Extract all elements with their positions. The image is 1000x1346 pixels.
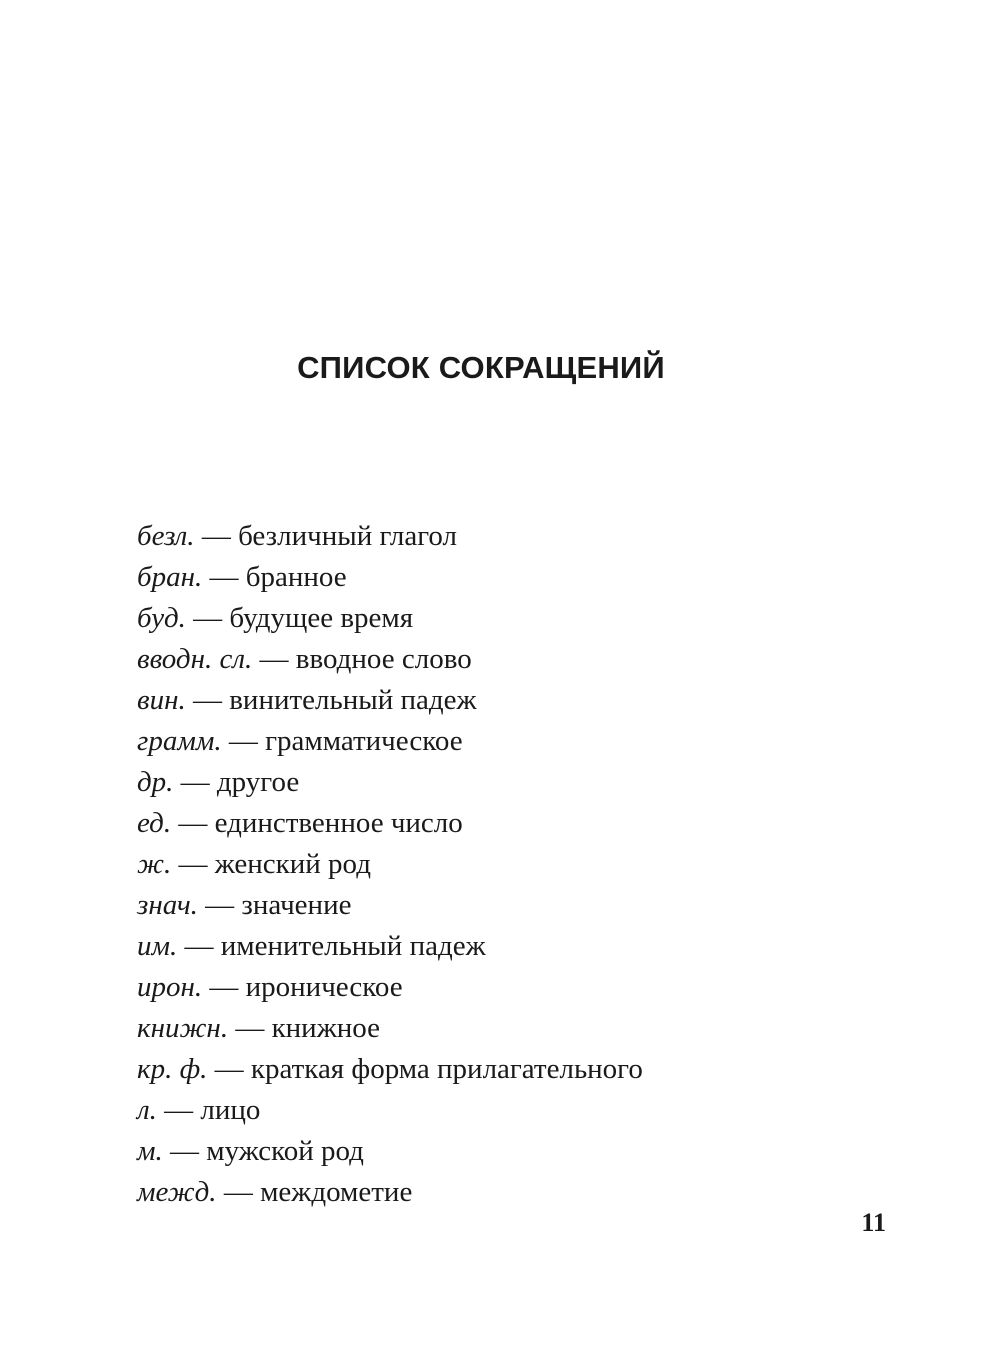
separator: —	[197, 889, 242, 921]
separator: —	[228, 1012, 272, 1044]
separator: —	[252, 643, 296, 675]
list-item	[137, 762, 643, 803]
abbreviation-term: вин.	[137, 684, 186, 716]
list-item	[137, 721, 643, 762]
abbreviation-term: буд.	[137, 602, 186, 634]
separator: —	[171, 807, 215, 839]
list-item	[137, 1090, 643, 1131]
abbreviation-meaning: ироническое	[245, 971, 403, 1003]
abbreviation-meaning: единственное число	[214, 807, 463, 839]
separator: —	[207, 1053, 251, 1085]
abbreviation-meaning: краткая форма прилагательного	[250, 1053, 643, 1085]
list-item	[137, 598, 643, 639]
abbreviation-meaning: другое	[216, 766, 300, 798]
abbreviation-term: знач.	[137, 889, 198, 921]
list-item	[137, 1172, 643, 1213]
separator: —	[216, 1176, 261, 1208]
abbreviation-meaning: женский род	[214, 848, 371, 880]
list-item	[137, 926, 643, 967]
abbreviation-meaning: лицо	[200, 1094, 261, 1126]
abbreviation-term: межд.	[137, 1176, 217, 1208]
abbreviation-term: грамм.	[137, 725, 222, 757]
separator: —	[194, 520, 239, 552]
page-title: СПИСОК СОКРАЩЕНИЙ	[297, 350, 665, 385]
abbreviation-term: ж.	[137, 848, 172, 880]
abbreviation-list	[137, 516, 643, 1213]
separator: —	[202, 971, 246, 1003]
list-item	[137, 639, 643, 680]
separator: —	[185, 684, 230, 716]
abbreviation-meaning: грамматическое	[265, 725, 463, 757]
abbreviation-term: вводн. сл.	[137, 643, 253, 675]
separator: —	[156, 1094, 201, 1126]
list-item	[137, 516, 643, 557]
separator: —	[185, 602, 230, 634]
abbreviation-meaning: будущее время	[229, 602, 414, 634]
separator: —	[177, 930, 221, 962]
abbreviation-meaning: значение	[241, 889, 352, 921]
abbreviation-meaning: мужской род	[206, 1135, 364, 1167]
separator: —	[162, 1135, 207, 1167]
abbreviation-meaning: бранное	[245, 561, 347, 593]
abbreviation-meaning: винительный падеж	[229, 684, 477, 716]
separator: —	[173, 766, 217, 798]
list-item	[137, 967, 643, 1008]
list-item	[137, 1008, 643, 1049]
abbreviation-term: им.	[137, 930, 178, 962]
separator: —	[202, 561, 246, 593]
abbreviation-meaning: вводное слово	[295, 643, 472, 675]
list-item	[137, 844, 643, 885]
list-item	[137, 557, 643, 598]
list-item	[137, 1049, 643, 1090]
abbreviation-term: др.	[137, 766, 174, 798]
list-item	[137, 803, 643, 844]
abbreviation-term: ирон.	[137, 971, 203, 1003]
list-item	[137, 885, 643, 926]
abbreviation-term: книжн.	[137, 1012, 229, 1044]
separator: —	[171, 848, 215, 880]
abbreviation-meaning: междометие	[260, 1176, 413, 1208]
list-item	[137, 1131, 643, 1172]
abbreviation-term: безл.	[137, 520, 195, 552]
abbreviation-term: м.	[137, 1135, 163, 1167]
list-item	[137, 680, 643, 721]
page-number: 11	[861, 1208, 886, 1237]
abbreviation-meaning: именительный падеж	[220, 930, 486, 962]
abbreviation-term: бран.	[137, 561, 203, 593]
abbreviation-term: л.	[137, 1094, 157, 1126]
abbreviation-meaning: безличный глагол	[238, 520, 457, 552]
abbreviation-term: ед.	[137, 807, 172, 839]
separator: —	[221, 725, 266, 757]
abbreviation-meaning: книжное	[271, 1012, 380, 1044]
abbreviation-term: кр. ф.	[137, 1053, 208, 1085]
